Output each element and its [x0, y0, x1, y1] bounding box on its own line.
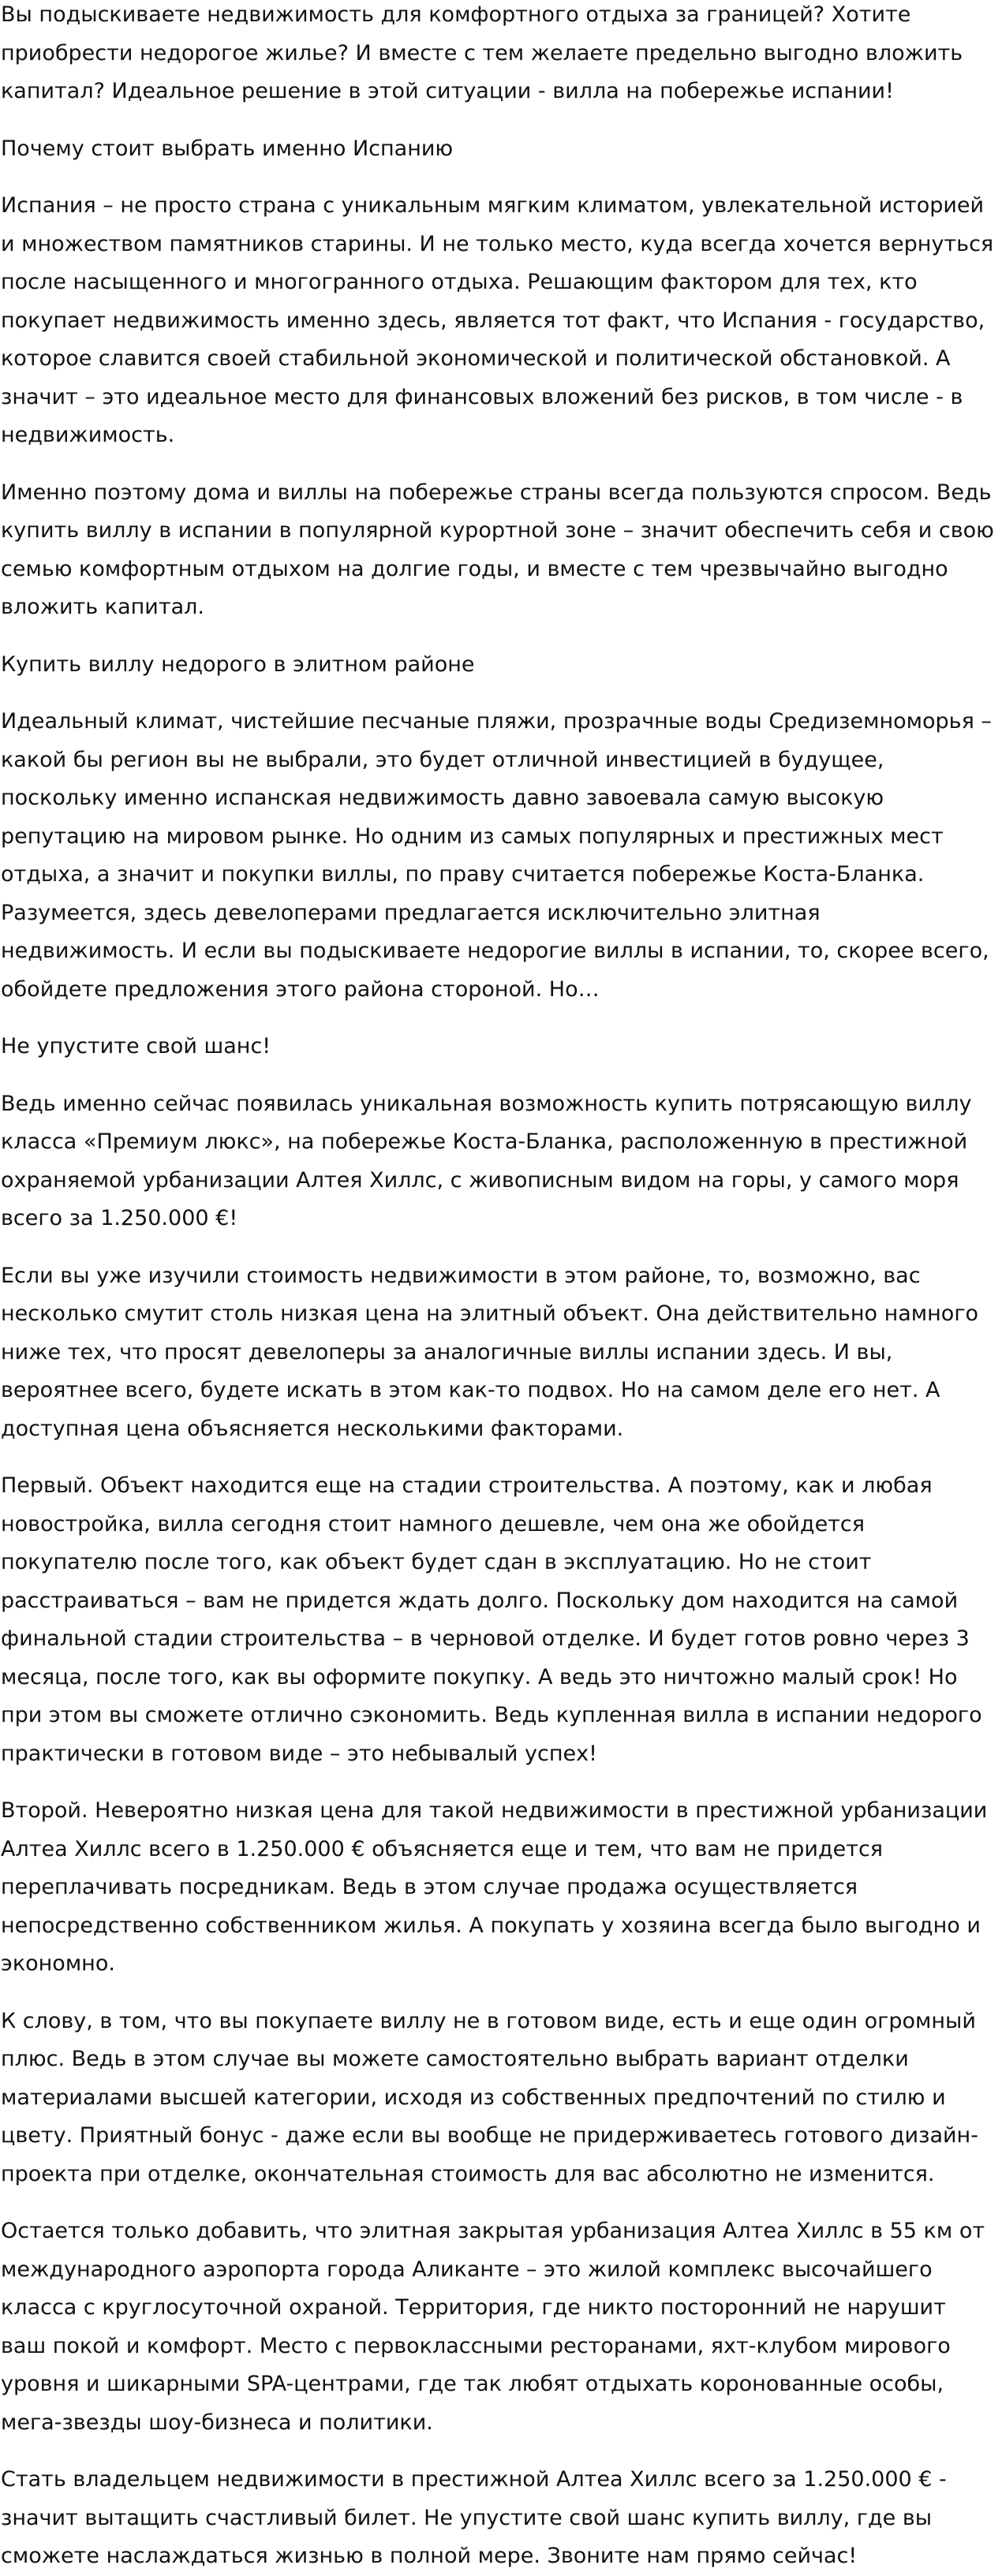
heading-why-spain: Почему стоит выбрать именно Испанию: [1, 136, 454, 161]
paragraph-intro: Вы подыскиваете недвижимость для комфортного отдыха за границей? Хотите приобрести недорогое жилье? И вместе с тем желаете предельно выгодно вложить капитал? Идеальное решение в этой ситуации - вилла на побережье испании!: [1, 2, 963, 103]
paragraph-offer: Ведь именно сейчас появилась уникальная возможность купить потрясающую виллу класса «Премиум люкс», на побережье Коста-Бланка, расположенную в престижной охраняемой урбанизации Алтея Хиллс, с живописным видом на горы, у самого моря всего за 1.250.000 €!: [1, 1091, 972, 1230]
heading-dont-miss: Не упустите свой шанс!: [1, 1034, 271, 1058]
paragraph-first-factor: Первый. Объект находится еще на стадии строительства. А поэтому, как и любая новостройка, вилла сегодня стоит намного дешевле, чем она же обойдется покупателю после того, как объект будет сдан в эксплуатацию. Но не стоит расстраиваться – вам не придется ждать долго. Поскольку дом находится на самой финальной стадии строительства – в черновой отделке. И будет готов ровно через 3 месяца, после того, как вы оформите покупку. А ведь это ничтожно малый срок! Но при этом вы сможете отлично сэкономить. Ведь купленная вилла в испании недорого практически в готовом виде – это небывалый успех!: [1, 1473, 982, 1766]
paragraph-demand: Именно поэтому дома и виллы на побережье страны всегда пользуются спросом. Ведь купить виллу в испании в популярной курортной зоне – значит обеспечить себя и свою семью комфортным отдыхом на долгие годы, и вместе с тем чрезвычайно выгодно вложить капитал.: [1, 480, 994, 619]
paragraph-spain: Испания – не просто страна с уникальным мягким климатом, увлекательной историей и множеством памятников старины. И не только место, куда всегда хочется вернуться после насыщенного и многогранного отдыха. Решающим фактором для тех, кто покупает недвижимость именно здесь, является тот факт, что Испания - государство, которое славится своей стабильной экономической и политической обстановкой. А значит – это идеальное место для финансовых вложений без рисков, в том числе - в недвижимость.: [1, 193, 994, 447]
heading-buy-villa: Купить виллу недорого в элитном районе: [1, 651, 475, 677]
paragraph-urbanization: Остается только добавить, что элитная закрытая урбанизация Алтеа Хиллс в 55 км от международного аэропорта города Аликанте – это жилой комплекс высочайшего класса с круглосуточной охраной. Территория, где никто посторонний не нарушит ваш покой и комфорт. Место с первоклассными ресторанами, яхт-клубом мирового уровня и шикарными SPA-центрами, где так любят отдыхать коронованные особы, мега-звезды шоу-бизнеса и политики.: [1, 2219, 985, 2435]
paragraph-call-to-action: Стать владельцем недвижимости в престижной Алтеа Хиллс всего за 1.250.000 € - значит вытащить счастливый билет. Не упустите свой шанс купить виллу, где вы сможете наслаждаться жизнью в полной мере. Звоните нам прямо сейчас!: [1, 2467, 947, 2568]
paragraph-costa-blanca: Идеальный климат, чистейшие песчаные пляжи, прозрачные воды Средиземноморья – какой бы регион вы не выбрали, это будет отличной инвестицией в будущее, поскольку именно испанская недвижимость давно завоевала самую высокую репутацию на мировом рынке. Но одним из самых популярных и престижных мест отдыха, а значит и покупки виллы, по праву считается побережье Коста-Бланка. Разумеется, здесь девелоперами предлагается исключительно элитная недвижимость. И если вы подыскиваете недорогие виллы в испании, то, скорее всего, обойдете предложения этого района стороной. Но…: [1, 709, 992, 1002]
paragraph-second-factor: Второй. Невероятно низкая цена для такой недвижимости в престижной урбанизации Алтеа Хиллс всего в 1.250.000 € объясняется еще и тем, что вам не придется переплачивать посредникам. Ведь в этом случае продажа осуществляется непосредственно собственником жилья. А покупать у хозяина всегда было выгодно и экономно.: [1, 1798, 988, 1976]
paragraph-price: Если вы уже изучили стоимость недвижимости в этом районе, то, возможно, вас несколько смутит столь низкая цена на элитный объект. Она действительно намного ниже тех, что просят девелоперы за аналогичные виллы испании здесь. И вы, вероятнее всего, будете искать в этом как-то подвох. Но на самом деле его нет. А доступная цена объясняется несколькими факторами.: [1, 1263, 979, 1441]
paragraph-finishing: К слову, в том, что вы покупаете виллу не в готовом виде, есть и еще один огромный плюс. Ведь в этом случае вы можете самостоятельно выбрать вариант отделки материалами высшей категории, исходя из собственных предпочтений по стилю и цвету. Приятный бонус - даже если вы вообще не придерживаетесь готового дизайн-проекта при отделке, окончательная стоимость для вас абсолютно не изменится.: [1, 2008, 978, 2186]
